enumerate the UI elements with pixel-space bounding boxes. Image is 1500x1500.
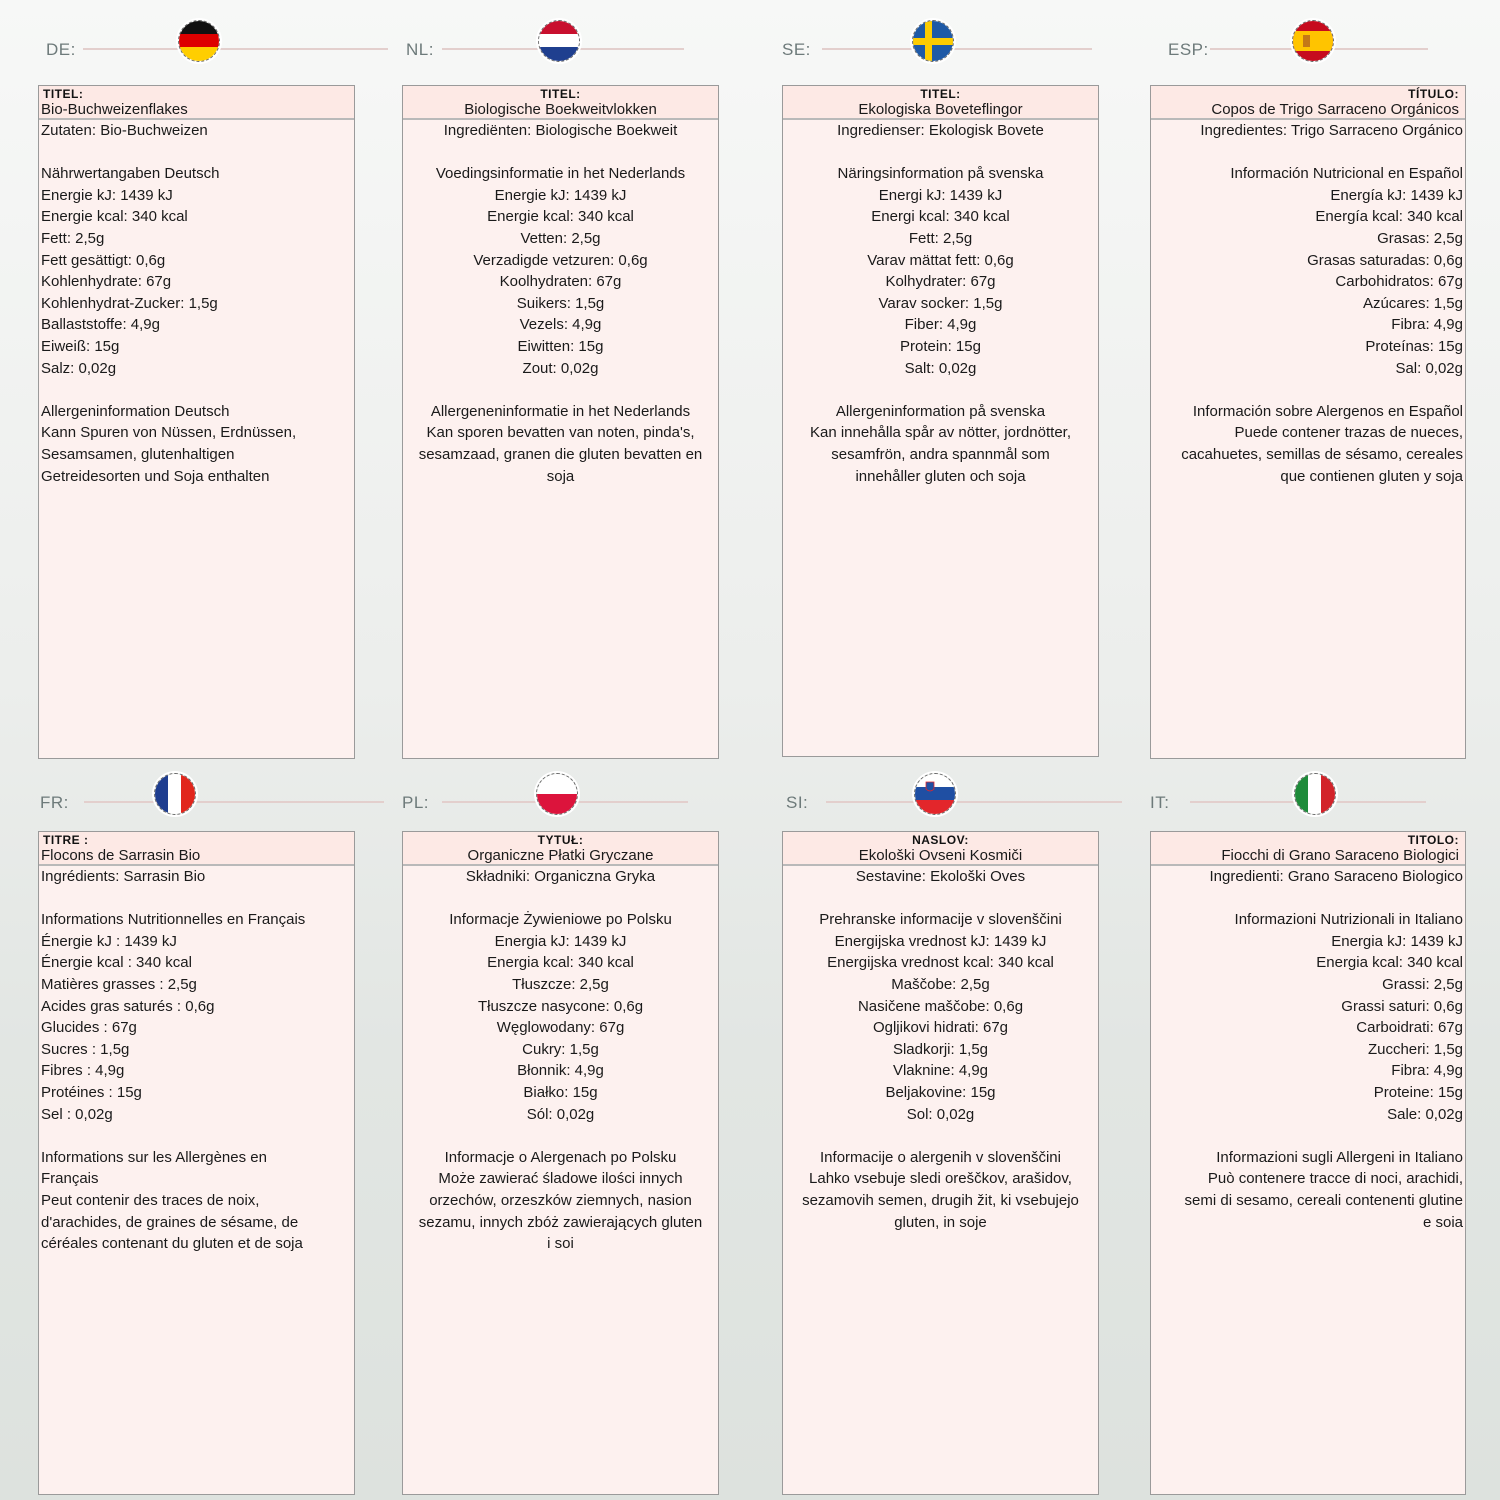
- content-line: Sol: 0,02g: [906, 1105, 975, 1123]
- content-line: sezamovih semen, drugih žit, ki vsebujejo: [802, 1191, 1079, 1209]
- content-line: orzechów, orzeszków ziemnych, nasion: [429, 1191, 692, 1209]
- label-box: [1150, 831, 1466, 1495]
- blank-line: [405, 142, 716, 164]
- label-content: [405, 120, 716, 487]
- content-line: sezamu, innych zbóż zawierających gluten: [418, 1213, 703, 1231]
- content-line: Ballaststoffe: 4,9g: [41, 316, 160, 334]
- content-line: Información Nutricional en Español: [1230, 165, 1463, 183]
- content-line: innehåller gluten och soja: [855, 467, 1026, 485]
- content-line: Energi kJ: 1439 kJ: [878, 186, 1003, 204]
- content-line: Allergeninformation Deutsch: [41, 402, 230, 420]
- content-line: Matières grasses : 2,5g: [41, 975, 197, 993]
- content-line: Informacje o Alergenach po Polsku: [444, 1148, 677, 1166]
- title-bar: [1151, 86, 1465, 118]
- label-content: [785, 866, 1096, 1233]
- content-line: Verzadigde vetzuren: 0,6g: [473, 251, 648, 269]
- content-line: Nährwertangaben Deutsch: [41, 165, 220, 183]
- content-line: Błonnik: 4,9g: [517, 1062, 604, 1080]
- content-line: Grasas saturadas: 0,6g: [1307, 251, 1463, 269]
- content-line: soja: [546, 467, 575, 485]
- content-line: Zutaten: Bio-Buchweizen: [41, 122, 208, 139]
- label-box: [38, 85, 355, 759]
- content-line: Energia kJ: 1439 kJ: [494, 932, 627, 950]
- slovenia-flag-icon: [914, 773, 956, 815]
- content-line: Grassi: 2,5g: [1382, 975, 1463, 993]
- blank-line: [785, 888, 1096, 910]
- spain-flag-icon: [1292, 20, 1334, 62]
- content-line: Protein: 15g: [900, 337, 981, 355]
- content-line: Vezels: 4,9g: [519, 316, 602, 334]
- content-line: Fett: 2,5g: [908, 229, 973, 247]
- content-line: Énergie kcal : 340 kcal: [41, 954, 192, 972]
- content-line: Vetten: 2,5g: [520, 229, 601, 247]
- content-line: semi di sesamo, cereali contenenti glutine: [1184, 1191, 1463, 1209]
- content-line: Fiber: 4,9g: [904, 316, 977, 334]
- product-title: Ekološki Ovseni Kosmiči: [858, 847, 1023, 864]
- blank-line: [1153, 888, 1463, 910]
- content-line: sesamfrön, andra spannmål som: [831, 445, 1050, 463]
- blank-line: [1153, 1125, 1463, 1147]
- content-line: Näringsinformation på svenska: [837, 165, 1044, 183]
- content-line: Sól: 0,02g: [526, 1105, 595, 1123]
- content-line: Voedingsinformatie in het Nederlands: [435, 165, 686, 183]
- content-line: Ingredienser: Ekologisk Bovete: [837, 122, 1044, 139]
- product-title: Copos de Trigo Sarraceno Orgánicos: [1211, 101, 1459, 118]
- title-bar: [783, 832, 1098, 864]
- content-line: d'arachides, de graines de sésame, de: [41, 1213, 299, 1231]
- content-line: Proteínas: 15g: [1365, 337, 1463, 355]
- content-line: Węglowodany: 67g: [496, 1019, 625, 1037]
- label-content: [41, 120, 352, 487]
- content-line: céréales contenant du gluten et de soja: [41, 1235, 303, 1253]
- title-bar: [783, 86, 1098, 118]
- poland-flag-icon: [536, 773, 578, 815]
- blank-line: [41, 1125, 352, 1147]
- content-line: Beljakovine: 15g: [885, 1083, 996, 1101]
- label-content: [1153, 120, 1463, 487]
- label-content: [1153, 866, 1463, 1233]
- content-line: Energi kcal: 340 kcal: [871, 208, 1010, 226]
- title-bar: [1151, 832, 1465, 864]
- content-line: i soi: [547, 1235, 574, 1253]
- content-line: Può contenere tracce di noci, arachidi,: [1207, 1170, 1463, 1188]
- language-code: IT:: [1150, 793, 1170, 812]
- label-box: [402, 85, 719, 759]
- content-line: Energijska vrednost kcal: 340 kcal: [827, 954, 1054, 972]
- product-title: Ekologiska Boveteflingor: [858, 101, 1023, 118]
- label-box: [782, 831, 1099, 1495]
- content-line: Varav socker: 1,5g: [878, 294, 1003, 312]
- blank-line: [785, 1125, 1096, 1147]
- content-line: Suikers: 1,5g: [516, 294, 605, 312]
- germany-flag-icon: [178, 20, 220, 62]
- blank-line: [785, 142, 1096, 164]
- content-line: Energia kcal: 340 kcal: [487, 954, 634, 972]
- content-line: Energia kJ: 1439 kJ: [1331, 932, 1463, 950]
- content-line: Proteine: 15g: [1373, 1083, 1463, 1101]
- content-line: Informacije o alergenih v slovenščini: [820, 1148, 1061, 1166]
- content-line: Puede contener trazas de nueces,: [1234, 424, 1463, 442]
- content-line: Informations Nutritionnelles en Français: [41, 911, 306, 929]
- content-line: Informations sur les Allergènes en: [41, 1148, 267, 1166]
- label-content: [785, 120, 1096, 487]
- content-line: que contienen gluten y soja: [1280, 467, 1463, 485]
- content-line: gluten, in soje: [894, 1213, 987, 1231]
- content-line: Fibra: 4,9g: [1391, 316, 1463, 334]
- content-line: Energie kcal: 340 kcal: [487, 208, 634, 226]
- title-label: TITEL:: [43, 87, 84, 101]
- language-code: NL:: [406, 40, 434, 59]
- product-title: Fiocchi di Grano Saraceno Biologici: [1221, 847, 1459, 864]
- content-line: Tłuszcze: 2,5g: [512, 975, 609, 993]
- divider-line: [826, 801, 1122, 803]
- content-line: Lahko vsebuje sledi oreščkov, arašidov,: [809, 1170, 1072, 1188]
- content-line: Ogljikovi hidrati: 67g: [872, 1019, 1009, 1037]
- content-line: Fibres : 4,9g: [41, 1062, 125, 1080]
- content-line: Carboidrati: 67g: [1356, 1019, 1463, 1037]
- product-title: Organiczne Płatki Gryczane: [467, 847, 654, 864]
- italy-flag-icon: [1294, 773, 1336, 815]
- content-line: Kan innehålla spår av nötter, jordnötter,: [809, 424, 1071, 442]
- content-line: Grasas: 2,5g: [1377, 229, 1463, 247]
- blank-line: [405, 379, 716, 401]
- netherlands-flag-icon: [538, 20, 580, 62]
- content-line: Azúcares: 1,5g: [1362, 294, 1463, 312]
- language-code: SE:: [782, 40, 811, 59]
- content-line: Sel : 0,02g: [41, 1105, 113, 1123]
- language-code: FR:: [40, 793, 69, 812]
- title-bar: [403, 86, 718, 118]
- content-line: Informacje Żywieniowe po Polsku: [449, 911, 672, 929]
- content-line: Sladkorji: 1,5g: [892, 1040, 989, 1058]
- content-line: Salz: 0,02g: [41, 359, 117, 377]
- content-line: Fett: 2,5g: [41, 229, 105, 247]
- blank-line: [41, 379, 352, 401]
- content-line: Energie kJ: 1439 kJ: [494, 186, 627, 204]
- title-bar: [39, 86, 354, 118]
- content-line: Sal: 0,02g: [1395, 359, 1463, 377]
- content-line: Eiweiß: 15g: [41, 337, 120, 355]
- content-line: Energie kJ: 1439 kJ: [41, 186, 173, 204]
- content-line: Energijska vrednost kJ: 1439 kJ: [834, 932, 1047, 950]
- divider-line: [822, 48, 1092, 50]
- product-title: Flocons de Sarrasin Bio: [41, 847, 201, 864]
- france-flag-icon: [154, 773, 196, 815]
- content-line: Sestavine: Ekološki Oves: [855, 868, 1026, 885]
- title-label: TITRE :: [43, 833, 89, 847]
- content-line: Allergeninformation på svenska: [835, 402, 1046, 420]
- content-line: Sale: 0,02g: [1387, 1105, 1463, 1123]
- label-content: [41, 866, 352, 1255]
- content-line: Energía kJ: 1439 kJ: [1330, 186, 1463, 204]
- content-line: Protéines : 15g: [41, 1083, 142, 1101]
- content-line: Zuccheri: 1,5g: [1367, 1040, 1463, 1058]
- blank-line: [1153, 379, 1463, 401]
- content-line: Français: [41, 1170, 99, 1188]
- content-line: Kolhydrater: 67g: [885, 273, 996, 291]
- content-line: Prehranske informacije v slovenščini: [819, 911, 1062, 929]
- content-line: Glucides : 67g: [41, 1019, 137, 1037]
- content-line: Acides gras saturés : 0,6g: [41, 997, 215, 1015]
- language-code: PL:: [402, 793, 430, 812]
- content-line: sesamzaad, granen die gluten bevatten en: [418, 445, 703, 463]
- content-line: Allergeneninformatie in het Nederlands: [430, 402, 691, 420]
- content-line: Energia kcal: 340 kcal: [1316, 954, 1463, 972]
- content-line: Getreidesorten und Soja enthalten: [41, 467, 270, 485]
- content-line: Fibra: 4,9g: [1391, 1062, 1463, 1080]
- language-code: SI:: [786, 793, 809, 812]
- blank-line: [785, 379, 1096, 401]
- content-line: Informazioni sugli Allergeni in Italiano: [1216, 1148, 1463, 1166]
- content-line: Ingrediënten: Biologische Boekweit: [443, 122, 678, 139]
- content-line: Eiwitten: 15g: [517, 337, 604, 355]
- blank-line: [405, 888, 716, 910]
- content-line: Cukry: 1,5g: [522, 1040, 599, 1058]
- content-line: Fett gesättigt: 0,6g: [41, 251, 166, 269]
- content-line: e soia: [1422, 1213, 1463, 1231]
- content-line: Kan sporen bevatten van noten, pinda's,: [426, 424, 695, 442]
- content-line: Peut contenir des traces de noix,: [41, 1191, 260, 1209]
- label-box: [782, 85, 1099, 757]
- content-line: Kohlenhydrat-Zucker: 1,5g: [41, 294, 218, 312]
- content-line: Białko: 15g: [523, 1083, 598, 1101]
- content-line: Vlaknine: 4,9g: [892, 1062, 989, 1080]
- content-line: Carbohidratos: 67g: [1335, 273, 1463, 291]
- content-line: Energía kcal: 340 kcal: [1315, 208, 1463, 226]
- content-line: Energie kcal: 340 kcal: [41, 208, 188, 226]
- divider-line: [84, 801, 384, 803]
- title-label: TITEL:: [920, 87, 961, 101]
- title-label: NASLOV:: [912, 833, 969, 847]
- content-line: Tłuszcze nasycone: 0,6g: [477, 997, 644, 1015]
- content-line: Informazioni Nutrizionali in Italiano: [1234, 911, 1463, 929]
- blank-line: [41, 888, 352, 910]
- content-line: Maščobe: 2,5g: [891, 975, 990, 993]
- content-line: Zout: 0,02g: [522, 359, 599, 377]
- title-label: TITEL:: [540, 87, 581, 101]
- content-line: Ingrédients: Sarrasin Bio: [41, 868, 206, 885]
- title-bar: [403, 832, 718, 864]
- title-label: TITOLO:: [1407, 833, 1459, 847]
- content-line: Koolhydraten: 67g: [499, 273, 622, 291]
- content-line: Ingredientes: Trigo Sarraceno Orgánico: [1200, 122, 1463, 139]
- product-title: Bio-Buchweizenflakes: [41, 101, 188, 118]
- content-line: Sucres : 1,5g: [41, 1040, 130, 1058]
- title-label: TYTUŁ:: [537, 833, 584, 847]
- content-line: Grassi saturi: 0,6g: [1341, 997, 1463, 1015]
- label-box: [38, 831, 355, 1495]
- content-line: Nasičene maščobe: 0,6g: [857, 997, 1024, 1015]
- content-line: Salt: 0,02g: [904, 359, 977, 377]
- blank-line: [41, 142, 352, 164]
- language-code: ESP:: [1168, 40, 1209, 59]
- label-content: [405, 866, 716, 1255]
- sweden-flag-icon: [912, 20, 954, 62]
- content-line: Información sobre Alergenos en Español: [1192, 402, 1463, 420]
- language-code: DE:: [46, 40, 76, 59]
- product-title: Biologische Boekweitvlokken: [464, 101, 657, 118]
- content-line: Varav mättat fett: 0,6g: [867, 251, 1014, 269]
- content-line: Énergie kJ : 1439 kJ: [41, 932, 177, 950]
- label-box: [1150, 85, 1466, 759]
- content-line: Ingredienti: Grano Saraceno Biologico: [1209, 868, 1463, 885]
- title-label: TÍTULO:: [1408, 87, 1459, 101]
- content-line: Sesamsamen, glutenhaltigen: [41, 445, 235, 463]
- divider-line: [83, 48, 388, 50]
- content-line: Kann Spuren von Nüssen, Erdnüssen,: [41, 424, 297, 442]
- content-line: Kohlenhydrate: 67g: [41, 273, 172, 291]
- label-box: [402, 831, 719, 1495]
- content-line: cacahuetes, semillas de sésamo, cereales: [1181, 445, 1463, 463]
- title-bar: [39, 832, 354, 864]
- blank-line: [405, 1125, 716, 1147]
- blank-line: [1153, 142, 1463, 164]
- content-line: Może zawierać śladowe ilości innych: [438, 1170, 683, 1188]
- content-line: Składniki: Organiczna Gryka: [465, 868, 656, 885]
